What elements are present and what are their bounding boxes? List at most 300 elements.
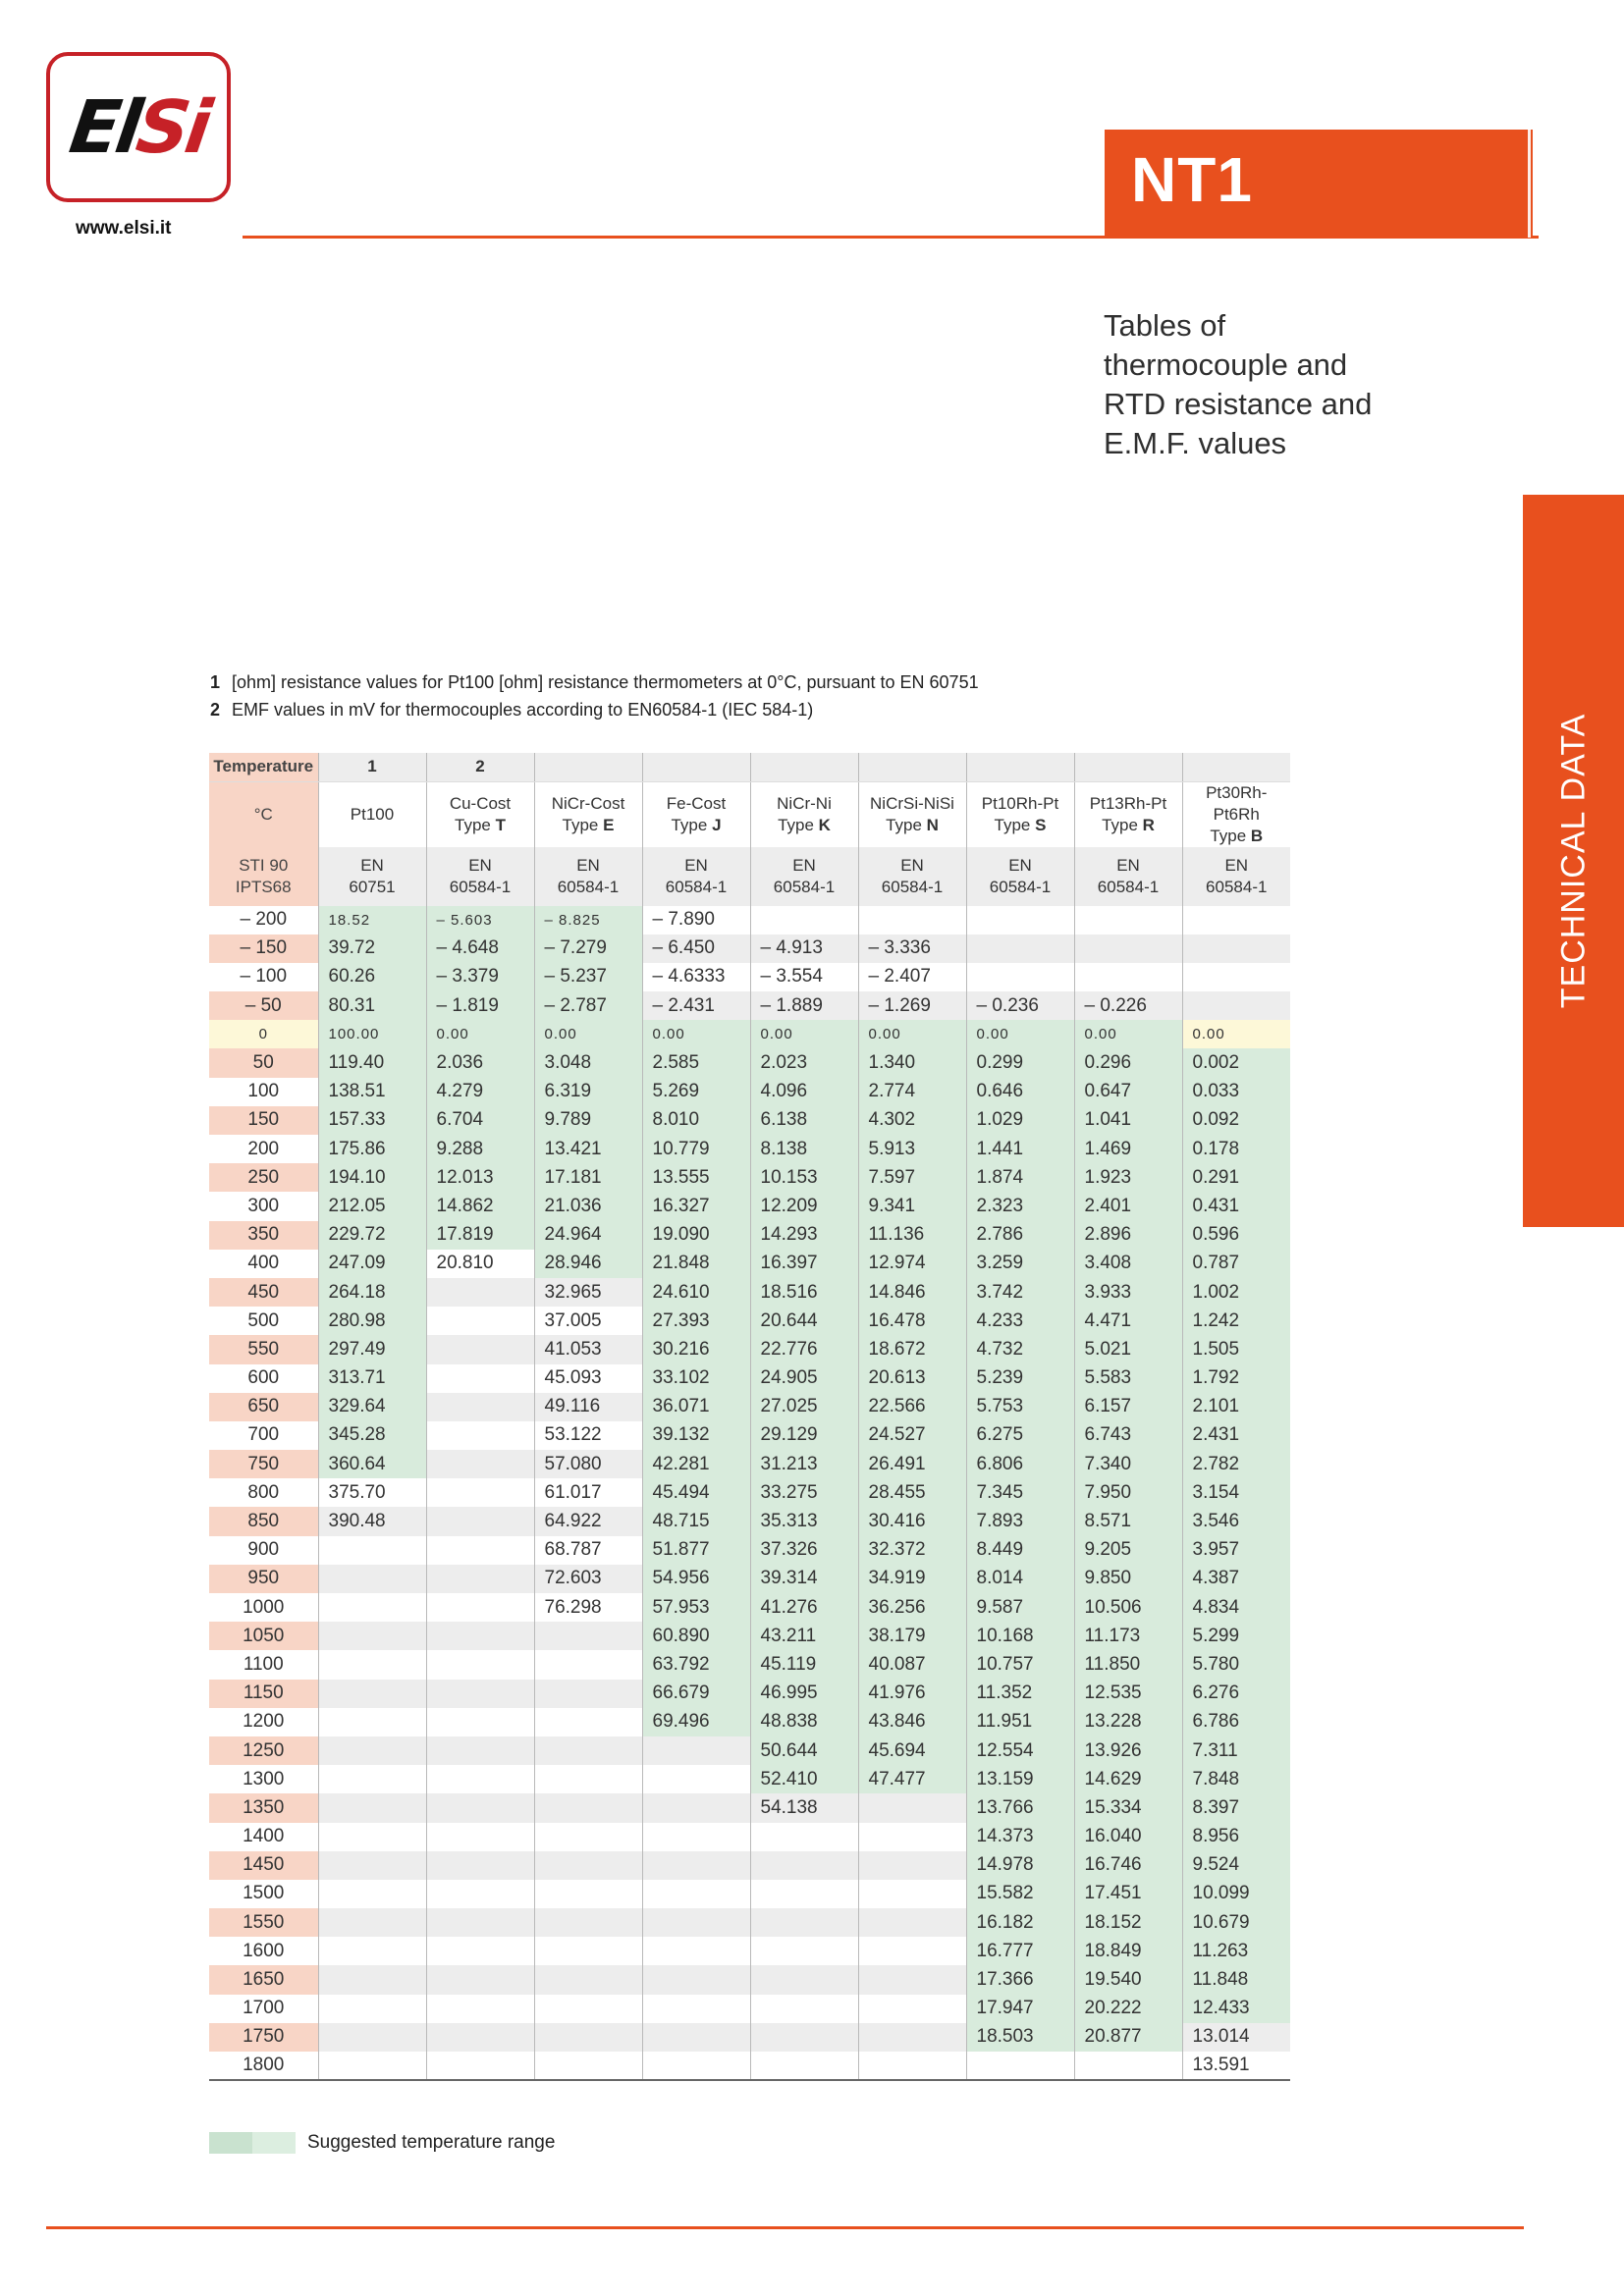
value-cell: 9.288 — [426, 1135, 534, 1163]
value-cell: 15.334 — [1074, 1793, 1182, 1822]
value-cell: 2.896 — [1074, 1221, 1182, 1250]
value-cell — [858, 1908, 966, 1937]
value-cell — [534, 1851, 642, 1880]
temperature-cell: – 100 — [209, 963, 318, 991]
value-cell: 10.779 — [642, 1135, 750, 1163]
value-cell: 41.976 — [858, 1680, 966, 1708]
value-cell: 0.00 — [426, 1020, 534, 1048]
value-cell — [426, 1937, 534, 1965]
value-cell: 14.846 — [858, 1278, 966, 1307]
value-cell: 13.421 — [534, 1135, 642, 1163]
temperature-cell: 1800 — [209, 2052, 318, 2080]
value-cell: 6.157 — [1074, 1393, 1182, 1421]
value-cell: 12.433 — [1182, 1995, 1290, 2023]
value-cell — [534, 2052, 642, 2080]
value-cell: 39.132 — [642, 1421, 750, 1450]
table-row — [209, 1593, 1290, 1622]
note-number: 2 — [210, 700, 221, 720]
value-cell: 2.431 — [1182, 1421, 1290, 1450]
temperature-cell: 600 — [209, 1364, 318, 1393]
value-cell — [318, 2052, 426, 2080]
table-row — [209, 906, 1290, 934]
document-title — [1104, 306, 1372, 463]
value-cell: 0.002 — [1182, 1048, 1290, 1077]
value-cell: – 4.6333 — [642, 963, 750, 991]
value-cell: 1.242 — [1182, 1307, 1290, 1335]
temperature-cell: 50 — [209, 1048, 318, 1077]
value-cell: 42.281 — [642, 1450, 750, 1478]
temperature-cell: 1200 — [209, 1708, 318, 1736]
value-cell — [534, 1880, 642, 1908]
legend — [209, 2132, 555, 2154]
value-cell: 8.010 — [642, 1106, 750, 1135]
temperature-cell: 750 — [209, 1450, 318, 1478]
temperature-cell: 1500 — [209, 1880, 318, 1908]
value-cell: 12.013 — [426, 1163, 534, 1192]
value-cell: 247.09 — [318, 1250, 426, 1278]
value-cell: 9.524 — [1182, 1851, 1290, 1880]
sensor-type — [967, 815, 1074, 836]
value-cell — [318, 1793, 426, 1822]
value-cell — [534, 1765, 642, 1793]
value-cell: 212.05 — [318, 1192, 426, 1220]
value-cell — [426, 1622, 534, 1650]
value-cell: 0.00 — [642, 1020, 750, 1048]
value-cell: 9.850 — [1074, 1565, 1182, 1593]
value-cell — [858, 1880, 966, 1908]
value-cell — [318, 2023, 426, 2052]
value-cell: 53.122 — [534, 1421, 642, 1450]
value-cell: 28.946 — [534, 1250, 642, 1278]
value-cell — [1182, 906, 1290, 934]
value-cell: 13.159 — [966, 1765, 1074, 1793]
temperature-cell: 1000 — [209, 1593, 318, 1622]
title-line: RTD resistance and — [1104, 387, 1373, 421]
value-cell — [426, 1995, 534, 2023]
value-cell: 46.995 — [750, 1680, 858, 1708]
value-cell: – 7.279 — [534, 934, 642, 963]
table-row — [209, 1335, 1290, 1363]
temperature-cell: 1150 — [209, 1680, 318, 1708]
value-cell: 100.00 — [318, 1020, 426, 1048]
value-cell — [318, 1851, 426, 1880]
value-cell: 35.313 — [750, 1507, 858, 1535]
value-cell: 16.327 — [642, 1192, 750, 1220]
value-cell: 5.239 — [966, 1364, 1074, 1393]
value-cell: 22.776 — [750, 1335, 858, 1363]
column-sensor-name — [318, 781, 426, 847]
temperature-cell: – 150 — [209, 934, 318, 963]
value-cell — [966, 934, 1074, 963]
table-row — [209, 1192, 1290, 1220]
value-cell — [642, 1851, 750, 1880]
table-row — [209, 1307, 1290, 1335]
value-cell: 1.441 — [966, 1135, 1074, 1163]
value-cell: 8.571 — [1074, 1507, 1182, 1535]
temperature-cell: 900 — [209, 1536, 318, 1565]
table-row — [209, 1106, 1290, 1135]
value-cell — [642, 1937, 750, 1965]
value-cell: 57.953 — [642, 1593, 750, 1622]
value-cell — [966, 906, 1074, 934]
value-cell: 30.416 — [858, 1507, 966, 1535]
column-standard — [318, 847, 426, 906]
value-cell: 14.373 — [966, 1823, 1074, 1851]
sensor-type-prefix: Type — [455, 815, 491, 834]
temperature-scale — [209, 847, 318, 906]
value-cell: 32.965 — [534, 1278, 642, 1307]
value-cell — [750, 1823, 858, 1851]
value-cell: 2.323 — [966, 1192, 1074, 1220]
value-cell: 24.527 — [858, 1421, 966, 1450]
table-row — [209, 1765, 1290, 1793]
website-link[interactable]: www.elsi.it — [76, 218, 172, 239]
value-cell: 17.947 — [966, 1995, 1074, 2023]
value-cell: 0.299 — [966, 1048, 1074, 1077]
value-cell: 7.848 — [1182, 1765, 1290, 1793]
sensor-type-prefix: Type — [671, 815, 708, 834]
value-cell: 5.583 — [1074, 1364, 1182, 1393]
value-cell: 49.116 — [534, 1393, 642, 1421]
table-row — [209, 1650, 1290, 1679]
note-1 — [210, 668, 979, 696]
value-cell: 1.923 — [1074, 1163, 1182, 1192]
value-cell: 11.352 — [966, 1680, 1074, 1708]
value-cell: 26.491 — [858, 1450, 966, 1478]
temperature-cell: 300 — [209, 1192, 318, 1220]
title-line: Tables of — [1104, 308, 1226, 343]
column-standard — [534, 847, 642, 906]
table-row — [209, 1450, 1290, 1478]
sensor-type-letter: J — [712, 815, 722, 834]
value-cell: 18.152 — [1074, 1908, 1182, 1937]
value-cell — [426, 1736, 534, 1765]
table-row — [209, 2023, 1290, 2052]
value-cell — [750, 1908, 858, 1937]
standard-body: EN — [576, 855, 600, 875]
table-row — [209, 1880, 1290, 1908]
temperature-cell: 250 — [209, 1163, 318, 1192]
value-cell: 17.181 — [534, 1163, 642, 1192]
table-row — [209, 1393, 1290, 1421]
value-cell: 48.715 — [642, 1507, 750, 1535]
value-cell: 36.256 — [858, 1593, 966, 1622]
sensor-material: Pt100 — [350, 804, 395, 824]
table-row — [209, 1078, 1290, 1106]
value-cell: 4.834 — [1182, 1593, 1290, 1622]
value-cell — [318, 1736, 426, 1765]
table-row — [209, 1020, 1290, 1048]
value-cell: 2.782 — [1182, 1450, 1290, 1478]
value-cell: 7.597 — [858, 1163, 966, 1192]
column-note-number — [534, 753, 642, 781]
value-cell: – 0.236 — [966, 991, 1074, 1020]
value-cell: 229.72 — [318, 1221, 426, 1250]
value-cell: 16.182 — [966, 1908, 1074, 1937]
value-cell: 17.366 — [966, 1965, 1074, 1994]
value-cell: 31.213 — [750, 1450, 858, 1478]
value-cell — [642, 2052, 750, 2080]
value-cell: 194.10 — [318, 1163, 426, 1192]
value-cell: 51.877 — [642, 1536, 750, 1565]
value-cell: 43.846 — [858, 1708, 966, 1736]
value-cell: 14.293 — [750, 1221, 858, 1250]
value-cell: 1.792 — [1182, 1364, 1290, 1393]
value-cell — [534, 1650, 642, 1679]
value-cell — [750, 2023, 858, 2052]
sensor-material: Fe-Cost — [666, 793, 727, 813]
value-cell — [1074, 906, 1182, 934]
table-notes — [210, 668, 979, 723]
value-cell — [642, 1995, 750, 2023]
value-cell — [318, 1708, 426, 1736]
value-cell: – 2.431 — [642, 991, 750, 1020]
table-row — [209, 1736, 1290, 1765]
value-cell — [1182, 934, 1290, 963]
thermocouple-values-table — [209, 753, 1290, 2081]
value-cell — [426, 1680, 534, 1708]
note-text: EMF values in mV for thermocouples according to EN60584-1 (IEC 584-1) — [232, 700, 814, 720]
column-sensor-name — [1074, 781, 1182, 847]
value-cell — [642, 1880, 750, 1908]
value-cell: 7.950 — [1074, 1478, 1182, 1507]
value-cell: 1.874 — [966, 1163, 1074, 1192]
value-cell: 6.275 — [966, 1421, 1074, 1450]
value-cell: 6.276 — [1182, 1680, 1290, 1708]
value-cell: 10.679 — [1182, 1908, 1290, 1937]
column-sensor-name — [966, 781, 1074, 847]
table-row — [209, 1565, 1290, 1593]
value-cell — [534, 1708, 642, 1736]
value-cell: 3.154 — [1182, 1478, 1290, 1507]
value-cell: 45.119 — [750, 1650, 858, 1679]
table-row — [209, 2052, 1290, 2080]
temperature-cell: 1100 — [209, 1650, 318, 1679]
value-cell — [1074, 2052, 1182, 2080]
value-cell — [318, 1650, 426, 1679]
value-cell — [858, 1965, 966, 1994]
value-cell: 0.787 — [1182, 1250, 1290, 1278]
standard-number: 60584-1 — [665, 877, 728, 896]
value-cell — [858, 1937, 966, 1965]
temperature-cell: 1750 — [209, 2023, 318, 2052]
temperature-unit: °C — [209, 781, 318, 847]
value-cell: 29.129 — [750, 1421, 858, 1450]
value-cell: 33.275 — [750, 1478, 858, 1507]
value-cell: 0.00 — [1182, 1020, 1290, 1048]
value-cell — [858, 2052, 966, 2080]
value-cell: 27.393 — [642, 1307, 750, 1335]
legend-label: Suggested temperature range — [307, 2132, 556, 2153]
value-cell: – 3.379 — [426, 963, 534, 991]
value-cell: 61.017 — [534, 1478, 642, 1507]
value-cell: 50.644 — [750, 1736, 858, 1765]
sensor-type-prefix: Type — [886, 815, 922, 834]
value-cell: 0.431 — [1182, 1192, 1290, 1220]
section-side-tab — [1523, 495, 1624, 1227]
sensor-type — [1183, 826, 1291, 847]
value-cell: 18.672 — [858, 1335, 966, 1363]
value-cell: 9.205 — [1074, 1536, 1182, 1565]
value-cell — [426, 1307, 534, 1335]
value-cell: – 8.825 — [534, 906, 642, 934]
value-cell: 13.591 — [1182, 2052, 1290, 2080]
sensor-type-letter: N — [926, 815, 939, 834]
temperature-cell: 800 — [209, 1478, 318, 1507]
table-row — [209, 1421, 1290, 1450]
value-cell: 7.893 — [966, 1507, 1074, 1535]
scale-its90: STI 90 — [239, 855, 289, 875]
value-cell: 4.233 — [966, 1307, 1074, 1335]
sensor-type-letter: E — [603, 815, 615, 834]
value-cell: 5.021 — [1074, 1335, 1182, 1363]
value-cell: 5.753 — [966, 1393, 1074, 1421]
value-cell: 16.040 — [1074, 1823, 1182, 1851]
value-cell — [426, 1765, 534, 1793]
value-cell — [318, 1622, 426, 1650]
value-cell — [858, 1793, 966, 1822]
value-cell — [534, 1937, 642, 1965]
value-cell: 329.64 — [318, 1393, 426, 1421]
temperature-cell: 1650 — [209, 1965, 318, 1994]
banner-divider — [1528, 130, 1531, 238]
value-cell: 60.26 — [318, 963, 426, 991]
value-cell: 19.090 — [642, 1221, 750, 1250]
column-standard — [1182, 847, 1290, 906]
value-cell — [426, 1335, 534, 1363]
temperature-cell: 500 — [209, 1307, 318, 1335]
standard-body: EN — [792, 855, 816, 875]
temperature-cell: 950 — [209, 1565, 318, 1593]
value-cell — [750, 1965, 858, 1994]
value-cell: – 5.603 — [426, 906, 534, 934]
value-cell — [426, 1793, 534, 1822]
value-cell: 8.397 — [1182, 1793, 1290, 1822]
standard-body: EN — [684, 855, 708, 875]
value-cell — [858, 1823, 966, 1851]
value-cell: 0.178 — [1182, 1135, 1290, 1163]
standard-number: 60584-1 — [1206, 877, 1268, 896]
temperature-cell: 1400 — [209, 1823, 318, 1851]
sensor-material: Pt13Rh-Pt — [1089, 793, 1167, 813]
value-cell: 28.455 — [858, 1478, 966, 1507]
temperature-cell: 1700 — [209, 1995, 318, 2023]
value-cell — [318, 1565, 426, 1593]
title-line: E.M.F. values — [1104, 426, 1287, 460]
value-cell: 6.138 — [750, 1106, 858, 1135]
value-cell — [750, 2052, 858, 2080]
column-standard — [966, 847, 1074, 906]
value-cell: 19.540 — [1074, 1965, 1182, 1994]
value-cell — [318, 1593, 426, 1622]
value-cell: 3.933 — [1074, 1278, 1182, 1307]
value-cell — [750, 1995, 858, 2023]
value-cell: 6.704 — [426, 1106, 534, 1135]
value-cell — [426, 1851, 534, 1880]
value-cell: 11.951 — [966, 1708, 1074, 1736]
temperature-cell: 1550 — [209, 1908, 318, 1937]
temperature-cell: 150 — [209, 1106, 318, 1135]
value-cell: 0.00 — [534, 1020, 642, 1048]
value-cell — [426, 2052, 534, 2080]
value-cell: 1.505 — [1182, 1335, 1290, 1363]
value-cell: 119.40 — [318, 1048, 426, 1077]
value-cell — [426, 2023, 534, 2052]
value-cell: 2.585 — [642, 1048, 750, 1077]
value-cell: 13.926 — [1074, 1736, 1182, 1765]
table-row — [209, 1823, 1290, 1851]
value-cell: 10.168 — [966, 1622, 1074, 1650]
value-cell: 0.092 — [1182, 1106, 1290, 1135]
standard-number: 60584-1 — [989, 877, 1052, 896]
value-cell: 54.956 — [642, 1565, 750, 1593]
standard-body: EN — [468, 855, 492, 875]
value-cell — [750, 1851, 858, 1880]
column-standard — [642, 847, 750, 906]
sensor-type — [427, 815, 534, 836]
value-cell: 80.31 — [318, 991, 426, 1020]
column-note-number — [642, 753, 750, 781]
value-cell: 21.848 — [642, 1250, 750, 1278]
table-row — [209, 1221, 1290, 1250]
value-cell: 6.806 — [966, 1450, 1074, 1478]
value-cell — [426, 1393, 534, 1421]
temperature-cell: 1350 — [209, 1793, 318, 1822]
value-cell — [318, 1995, 426, 2023]
value-cell: 24.610 — [642, 1278, 750, 1307]
value-cell: 30.216 — [642, 1335, 750, 1363]
sensor-type-prefix: Type — [994, 815, 1031, 834]
temperature-cell: 1300 — [209, 1765, 318, 1793]
value-cell — [318, 1823, 426, 1851]
value-cell: 4.302 — [858, 1106, 966, 1135]
value-cell: 0.291 — [1182, 1163, 1290, 1192]
value-cell: – 2.787 — [534, 991, 642, 1020]
value-cell: 9.587 — [966, 1593, 1074, 1622]
table-row — [209, 1250, 1290, 1278]
value-cell — [1182, 963, 1290, 991]
value-cell: 345.28 — [318, 1421, 426, 1450]
value-cell — [318, 1965, 426, 1994]
temperature-cell: – 50 — [209, 991, 318, 1020]
value-cell: 6.786 — [1182, 1708, 1290, 1736]
value-cell: 7.311 — [1182, 1736, 1290, 1765]
value-cell: 47.477 — [858, 1765, 966, 1793]
value-cell: 39.314 — [750, 1565, 858, 1593]
value-cell: 18.52 — [318, 906, 426, 934]
value-cell — [858, 2023, 966, 2052]
value-cell: 280.98 — [318, 1307, 426, 1335]
value-cell: – 1.819 — [426, 991, 534, 1020]
value-cell: 264.18 — [318, 1278, 426, 1307]
value-cell — [642, 1908, 750, 1937]
note-number: 1 — [210, 672, 221, 692]
value-cell: 8.138 — [750, 1135, 858, 1163]
value-cell: 9.341 — [858, 1192, 966, 1220]
value-cell: 18.516 — [750, 1278, 858, 1307]
column-standard — [750, 847, 858, 906]
value-cell — [426, 1823, 534, 1851]
value-cell — [426, 1908, 534, 1937]
value-cell: 0.00 — [966, 1020, 1074, 1048]
value-cell: 18.503 — [966, 2023, 1074, 2052]
value-cell: – 3.336 — [858, 934, 966, 963]
value-cell: – 4.913 — [750, 934, 858, 963]
column-sensor-name — [534, 781, 642, 847]
value-cell — [426, 1421, 534, 1450]
sensor-material: Pt10Rh-Pt — [981, 793, 1059, 813]
value-cell: 37.326 — [750, 1536, 858, 1565]
